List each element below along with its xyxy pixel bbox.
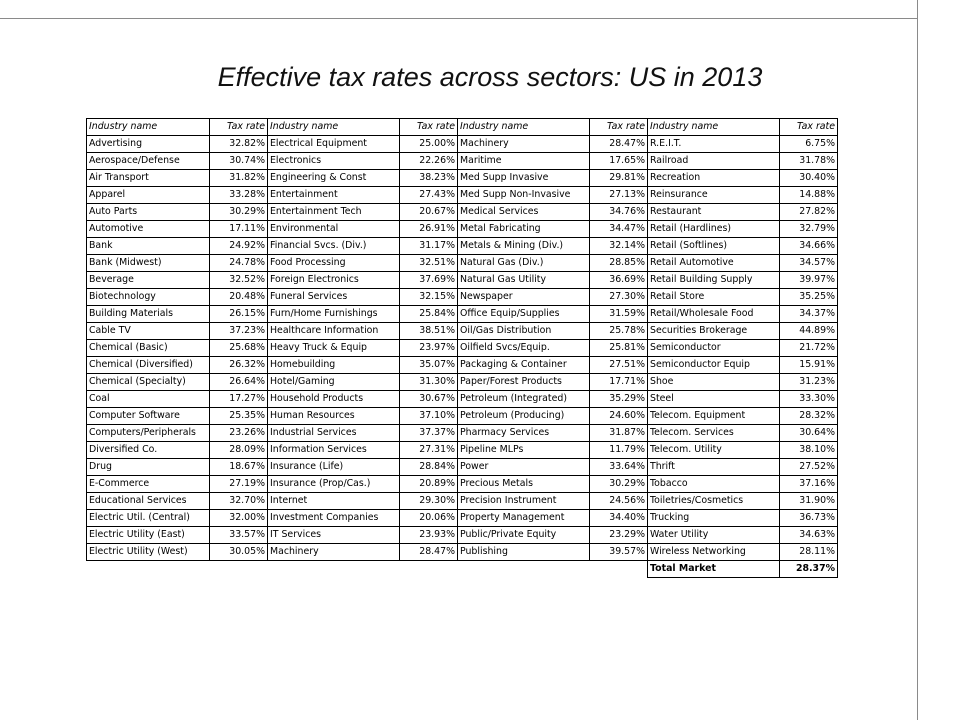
industry-name-cell: Bank (Midwest) [87,255,210,272]
tax-rate-cell: 15.91% [780,357,838,374]
tax-rate-cell: 28.32% [780,408,838,425]
tax-rate-cell: 33.28% [210,187,268,204]
industry-name-cell: Diversified Co. [87,442,210,459]
tax-rate-cell: 31.17% [400,238,458,255]
table-row [87,425,838,442]
tax-rate-cell: 35.25% [780,289,838,306]
industry-name-cell: Auto Parts [87,204,210,221]
industry-name-cell: Electrical Equipment [268,136,400,153]
header-tax-rate: Tax rate [210,119,268,136]
tax-rate-cell: 37.69% [400,272,458,289]
industry-name-cell: E-Commerce [87,476,210,493]
industry-name-cell: Packaging & Container [458,357,590,374]
total-market-value: 28.37% [780,561,838,578]
table-row [87,493,838,510]
tax-rate-cell: 17.27% [210,391,268,408]
industry-name-cell: Telecom. Utility [648,442,780,459]
industry-name-cell: Tobacco [648,476,780,493]
industry-name-cell: Shoe [648,374,780,391]
tax-rate-cell: 29.81% [590,170,648,187]
industry-name-cell: Human Resources [268,408,400,425]
industry-name-cell: Beverage [87,272,210,289]
industry-name-cell: R.E.I.T. [648,136,780,153]
tax-rate-cell: 34.76% [590,204,648,221]
industry-name-cell: Thrift [648,459,780,476]
industry-name-cell: Maritime [458,153,590,170]
industry-name-cell: Toiletries/Cosmetics [648,493,780,510]
table-row [87,459,838,476]
industry-name-cell: Foreign Electronics [268,272,400,289]
industry-name-cell: Reinsurance [648,187,780,204]
industry-name-cell: Machinery [268,544,400,561]
tax-rate-cell: 31.90% [780,493,838,510]
slide-title: Effective tax rates across sectors: US in 2013 [217,62,763,92]
header-industry-name: Industry name [268,119,400,136]
tax-rate-cell: 27.51% [590,357,648,374]
industry-name-cell: Industrial Services [268,425,400,442]
industry-name-cell: Precious Metals [458,476,590,493]
industry-name-cell: Recreation [648,170,780,187]
industry-name-cell: Coal [87,391,210,408]
industry-name-cell: Med Supp Invasive [458,170,590,187]
tax-rate-cell: 37.23% [210,323,268,340]
tax-rate-cell: 25.84% [400,306,458,323]
industry-name-cell: Retail (Softlines) [648,238,780,255]
industry-name-cell: Precision Instrument [458,493,590,510]
industry-name-cell: Bank [87,238,210,255]
slide-border-top [0,18,917,19]
tax-rate-cell: 31.59% [590,306,648,323]
table-row [87,510,838,527]
tax-rate-cell: 26.64% [210,374,268,391]
industry-name-cell: Metals & Mining (Div.) [458,238,590,255]
tax-rate-cell: 37.10% [400,408,458,425]
tax-rate-cell: 33.30% [780,391,838,408]
header-industry-name: Industry name [648,119,780,136]
industry-name-cell: Water Utility [648,527,780,544]
tax-rate-cell: 38.10% [780,442,838,459]
industry-name-cell: Chemical (Diversified) [87,357,210,374]
industry-name-cell: Internet [268,493,400,510]
tax-rate-cell: 25.78% [590,323,648,340]
tax-rate-cell: 30.74% [210,153,268,170]
industry-name-cell: Engineering & Const [268,170,400,187]
industry-name-cell: Healthcare Information [268,323,400,340]
tax-rate-cell: 11.79% [590,442,648,459]
industry-name-cell: Educational Services [87,493,210,510]
blank-cell [87,561,210,578]
industry-name-cell: Oilfield Svcs/Equip. [458,340,590,357]
tax-rate-cell: 32.51% [400,255,458,272]
industry-name-cell: Computer Software [87,408,210,425]
table-row [87,374,838,391]
industry-name-cell: Insurance (Life) [268,459,400,476]
tax-rate-cell: 24.78% [210,255,268,272]
industry-name-cell: Chemical (Specialty) [87,374,210,391]
tax-rate-cell: 26.91% [400,221,458,238]
table-row [87,391,838,408]
tax-rate-cell: 23.97% [400,340,458,357]
table-row [87,153,838,170]
tax-rate-cell: 34.47% [590,221,648,238]
table-row [87,272,838,289]
tax-rate-cell: 23.93% [400,527,458,544]
tax-rate-cell: 31.30% [400,374,458,391]
industry-name-cell: Office Equip/Supplies [458,306,590,323]
tax-rate-cell: 32.82% [210,136,268,153]
industry-name-cell: Heavy Truck & Equip [268,340,400,357]
tax-rate-cell: 25.35% [210,408,268,425]
industry-name-cell: Homebuilding [268,357,400,374]
industry-name-cell: Publishing [458,544,590,561]
industry-name-cell: Public/Private Equity [458,527,590,544]
industry-name-cell: Retail Automotive [648,255,780,272]
slide-border-right [917,0,918,720]
tax-rate-cell: 32.00% [210,510,268,527]
industry-name-cell: Med Supp Non-Invasive [458,187,590,204]
industry-name-cell: Wireless Networking [648,544,780,561]
tax-rate-cell: 28.84% [400,459,458,476]
tax-rate-cell: 32.14% [590,238,648,255]
tax-rate-cell: 35.07% [400,357,458,374]
tax-rate-cell: 27.30% [590,289,648,306]
industry-name-cell: Medical Services [458,204,590,221]
tax-rate-cell: 34.66% [780,238,838,255]
industry-name-cell: Electric Utility (East) [87,527,210,544]
tax-rate-cell: 31.82% [210,170,268,187]
industry-name-cell: Trucking [648,510,780,527]
header-industry-name: Industry name [458,119,590,136]
industry-name-cell: Apparel [87,187,210,204]
table-row [87,170,838,187]
tax-rate-cell: 17.71% [590,374,648,391]
table-row [87,408,838,425]
tax-rate-cell: 26.15% [210,306,268,323]
industry-name-cell: Machinery [458,136,590,153]
tax-rate-cell: 38.23% [400,170,458,187]
tax-rate-cell: 32.15% [400,289,458,306]
industry-name-cell: Securities Brokerage [648,323,780,340]
industry-name-cell: Insurance (Prop/Cas.) [268,476,400,493]
table-row [87,255,838,272]
tax-rate-cell: 30.40% [780,170,838,187]
industry-name-cell: Investment Companies [268,510,400,527]
industry-name-cell: Environmental [268,221,400,238]
tax-rate-cell: 25.68% [210,340,268,357]
industry-name-cell: Funeral Services [268,289,400,306]
tax-rate-cell: 22.26% [400,153,458,170]
industry-name-cell: Drug [87,459,210,476]
blank-cell [268,561,400,578]
table-row [87,306,838,323]
tax-rate-cell: 36.69% [590,272,648,289]
tax-rate-cell: 35.29% [590,391,648,408]
table-row [87,238,838,255]
industry-name-cell: Newspaper [458,289,590,306]
blank-cell [458,561,590,578]
tax-rate-cell: 30.29% [590,476,648,493]
total-row [87,561,838,578]
tax-rate-cell: 28.47% [400,544,458,561]
industry-name-cell: Furn/Home Furnishings [268,306,400,323]
tax-rate-cell: 23.29% [590,527,648,544]
tax-rate-cell: 14.88% [780,187,838,204]
industry-name-cell: Natural Gas (Div.) [458,255,590,272]
header-industry-name: Industry name [87,119,210,136]
tax-rate-cell: 32.52% [210,272,268,289]
tax-rate-cell: 27.43% [400,187,458,204]
header-tax-rate: Tax rate [400,119,458,136]
tax-rate-cell: 25.81% [590,340,648,357]
tax-rate-cell: 25.00% [400,136,458,153]
industry-name-cell: Electric Util. (Central) [87,510,210,527]
tax-rate-cell: 34.37% [780,306,838,323]
table-row [87,136,838,153]
tax-rate-cell: 20.48% [210,289,268,306]
tax-rate-cell: 30.05% [210,544,268,561]
industry-name-cell: Automotive [87,221,210,238]
tax-rate-cell: 20.89% [400,476,458,493]
tax-rate-cell: 31.78% [780,153,838,170]
industry-name-cell: Metal Fabricating [458,221,590,238]
tax-rate-cell: 21.72% [780,340,838,357]
tax-rate-cell: 20.06% [400,510,458,527]
table-row [87,323,838,340]
tax-rate-cell: 44.89% [780,323,838,340]
tax-rate-cell: 29.30% [400,493,458,510]
industry-name-cell: Retail/Wholesale Food [648,306,780,323]
tax-rate-cell: 18.67% [210,459,268,476]
industry-name-cell: Aerospace/Defense [87,153,210,170]
tax-rate-cell: 24.60% [590,408,648,425]
tax-rate-cell: 34.63% [780,527,838,544]
tax-rate-cell: 28.47% [590,136,648,153]
tax-rate-cell: 27.52% [780,459,838,476]
tax-rate-cell: 38.51% [400,323,458,340]
industry-name-cell: Advertising [87,136,210,153]
industry-name-cell: Natural Gas Utility [458,272,590,289]
industry-name-cell: Semiconductor [648,340,780,357]
table-row [87,357,838,374]
table-row [87,476,838,493]
industry-name-cell: Pipeline MLPs [458,442,590,459]
tax-rate-cell: 28.09% [210,442,268,459]
industry-name-cell: Chemical (Basic) [87,340,210,357]
table-row [87,289,838,306]
tax-rate-cell: 33.57% [210,527,268,544]
blank-cell [400,561,458,578]
tax-rate-cell: 17.11% [210,221,268,238]
table-row [87,221,838,238]
industry-name-cell: Retail Building Supply [648,272,780,289]
industry-name-cell: Pharmacy Services [458,425,590,442]
tax-rate-table [86,118,838,578]
blank-cell [210,561,268,578]
industry-name-cell: Restaurant [648,204,780,221]
tax-rate-cell: 28.85% [590,255,648,272]
tax-rate-cell: 27.13% [590,187,648,204]
table-row [87,187,838,204]
tax-rate-cell: 20.67% [400,204,458,221]
industry-name-cell: Railroad [648,153,780,170]
tax-rate-cell: 26.32% [210,357,268,374]
industry-name-cell: IT Services [268,527,400,544]
industry-name-cell: Entertainment Tech [268,204,400,221]
industry-name-cell: Power [458,459,590,476]
tax-rate-cell: 24.92% [210,238,268,255]
industry-name-cell: Biotechnology [87,289,210,306]
tax-rate-cell: 39.97% [780,272,838,289]
industry-name-cell: Building Materials [87,306,210,323]
industry-name-cell: Petroleum (Integrated) [458,391,590,408]
tax-rate-cell: 34.57% [780,255,838,272]
header-tax-rate: Tax rate [780,119,838,136]
tax-rate-cell: 33.64% [590,459,648,476]
tax-rate-cell: 39.57% [590,544,648,561]
industry-name-cell: Telecom. Equipment [648,408,780,425]
tax-rate-cell: 31.87% [590,425,648,442]
tax-rate-cell: 37.37% [400,425,458,442]
industry-name-cell: Oil/Gas Distribution [458,323,590,340]
tax-rate-cell: 30.64% [780,425,838,442]
table-row [87,527,838,544]
table-header-row [87,119,838,136]
tax-rate-cell: 17.65% [590,153,648,170]
total-market-label: Total Market [648,561,780,578]
tax-rate-cell: 28.11% [780,544,838,561]
blank-cell [590,561,648,578]
industry-name-cell: Telecom. Services [648,425,780,442]
industry-name-cell: Electric Utility (West) [87,544,210,561]
industry-name-cell: Financial Svcs. (Div.) [268,238,400,255]
industry-name-cell: Information Services [268,442,400,459]
tax-rate-cell: 30.67% [400,391,458,408]
tax-rate-cell: 32.70% [210,493,268,510]
tax-rate-cell: 23.26% [210,425,268,442]
table-row [87,340,838,357]
tax-rate-cell: 27.31% [400,442,458,459]
industry-name-cell: Electronics [268,153,400,170]
industry-name-cell: Air Transport [87,170,210,187]
industry-name-cell: Steel [648,391,780,408]
tax-rate-cell: 34.40% [590,510,648,527]
industry-name-cell: Food Processing [268,255,400,272]
industry-name-cell: Semiconductor Equip [648,357,780,374]
tax-rate-cell: 6.75% [780,136,838,153]
industry-name-cell: Hotel/Gaming [268,374,400,391]
industry-name-cell: Petroleum (Producing) [458,408,590,425]
industry-name-cell: Cable TV [87,323,210,340]
tax-rate-cell: 27.19% [210,476,268,493]
tax-rate-cell: 37.16% [780,476,838,493]
industry-name-cell: Entertainment [268,187,400,204]
tax-rate-cell: 32.79% [780,221,838,238]
industry-name-cell: Household Products [268,391,400,408]
table-row [87,544,838,561]
tax-rate-cell: 36.73% [780,510,838,527]
tax-rate-cell: 30.29% [210,204,268,221]
industry-name-cell: Computers/Peripherals [87,425,210,442]
industry-name-cell: Paper/Forest Products [458,374,590,391]
table-row [87,442,838,459]
tax-rate-cell: 24.56% [590,493,648,510]
industry-name-cell: Retail Store [648,289,780,306]
header-tax-rate: Tax rate [590,119,648,136]
table-row [87,204,838,221]
tax-rate-cell: 27.82% [780,204,838,221]
industry-name-cell: Property Management [458,510,590,527]
tax-rate-cell: 31.23% [780,374,838,391]
industry-name-cell: Retail (Hardlines) [648,221,780,238]
